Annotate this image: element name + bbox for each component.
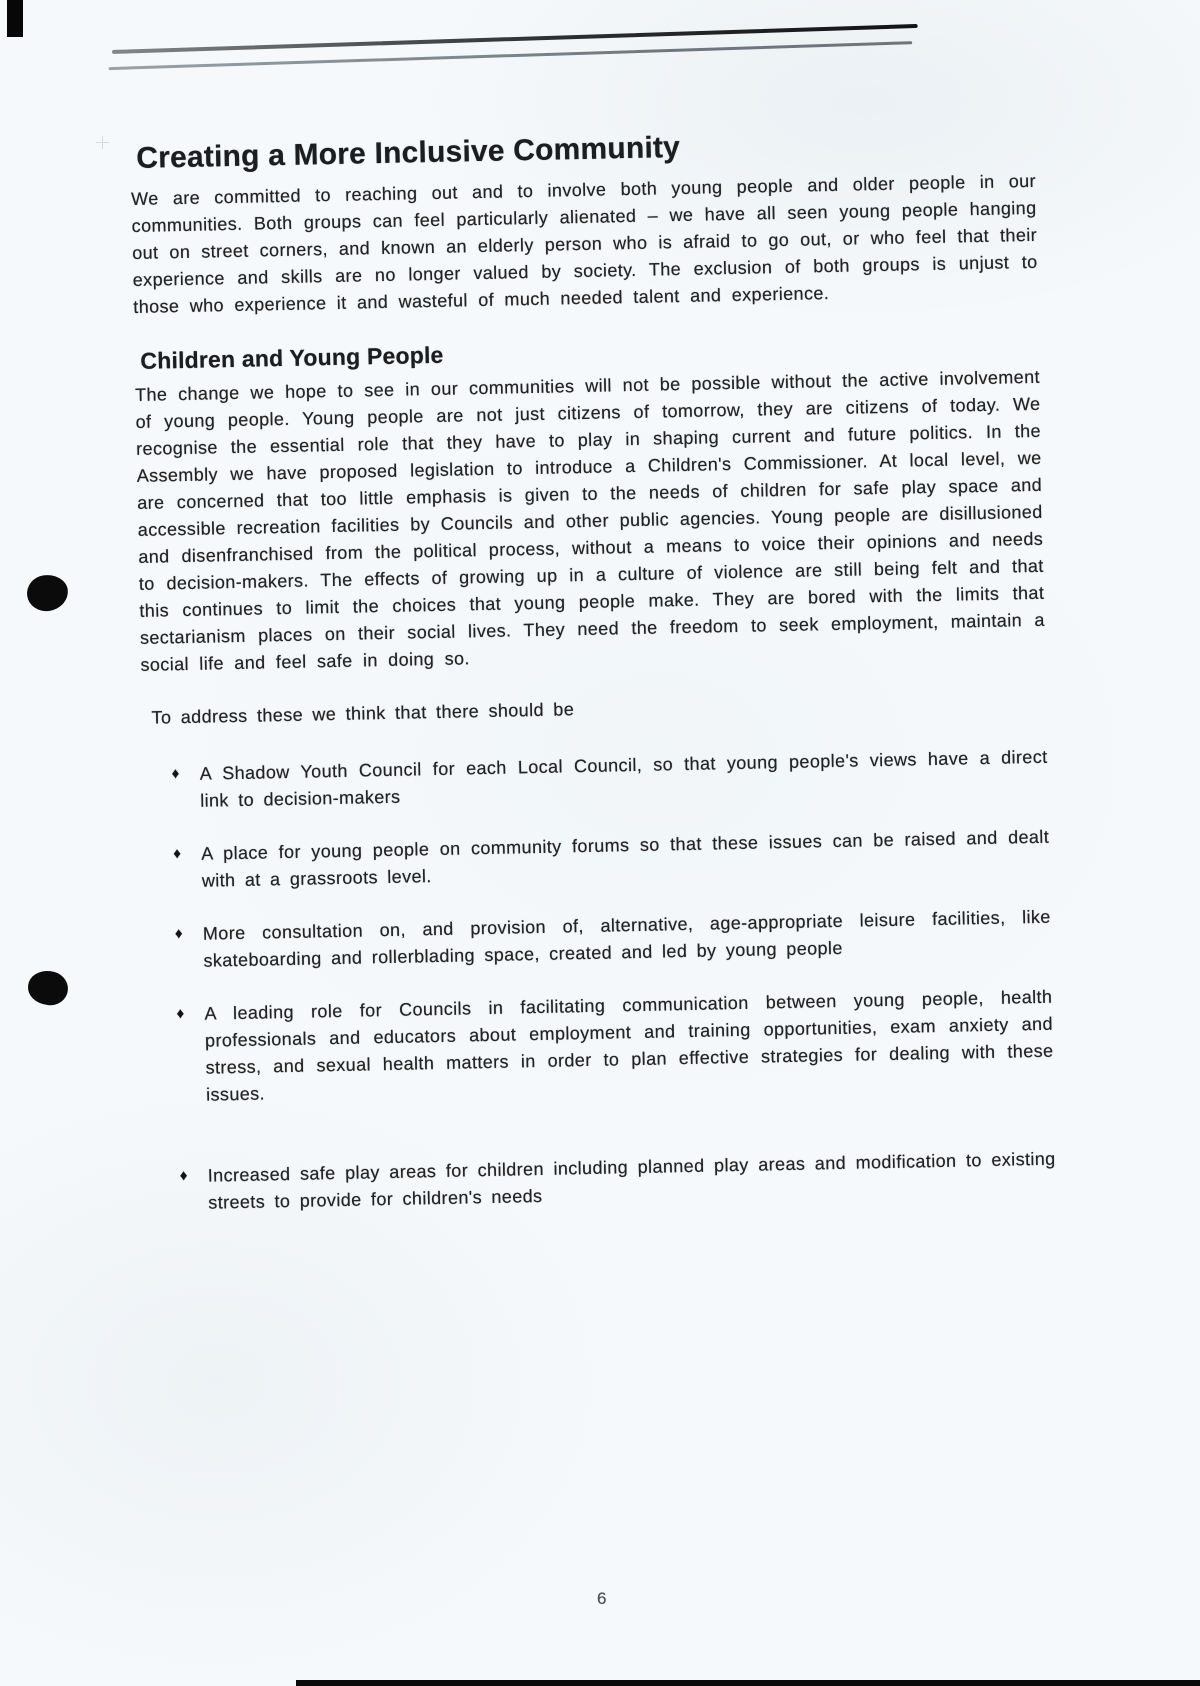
diamond-bullet-icon: ♦ <box>173 845 182 863</box>
bullet-text: A Shadow Youth Council for each Local Council, so that young people's views have a direct link to decision-makers <box>199 746 1048 811</box>
list-item <box>146 904 1052 976</box>
hole-punch-mark <box>25 572 71 613</box>
scan-corner-mark <box>7 0 23 37</box>
list-item <box>142 744 1048 816</box>
scan-bottom-edge-mark <box>296 1680 1200 1686</box>
bullet-lead-in: To address these we think that there should be <box>151 699 575 728</box>
bullet-text: Increased safe play areas for children including planned play areas and modification to existing streets to provide for children's needs <box>207 1148 1056 1213</box>
list-item <box>144 824 1050 896</box>
list-item <box>151 1146 1057 1218</box>
page-title: Creating a More Inclusive Community <box>135 130 681 175</box>
diamond-bullet-icon: ♦ <box>174 925 183 943</box>
diamond-bullet-icon: ♦ <box>179 1167 188 1185</box>
bullet-list <box>142 744 1056 1244</box>
intro-paragraph: We are committed to reaching out and to involve both young people and older people in our communities. Both groups can feel particularly alienated – we have all seen young people hanging out on street corners, and known an elderly person who is afraid to go out, or who feel that their experience and skills are no longer valued by society. The exclusion of both groups is unjust to those who experience it and wasteful of much needed talent and experience. <box>130 170 1038 317</box>
hole-punch-mark <box>26 969 69 1007</box>
bullet-text: A leading role for Councils in facilitating communication between young people, health professionals and educators about employment and training opportunities, exam anxiety and stress, and sexual health matters in order to plan effective strategies for dealing with these issues. <box>204 986 1054 1105</box>
diamond-bullet-icon: ♦ <box>171 765 180 783</box>
section-heading: Children and Young People <box>140 341 444 374</box>
page-number: 6 <box>597 1589 607 1608</box>
document-page <box>130 124 1061 1442</box>
bullet-text: More consultation on, and provision of, alternative, age-appropriate leisure facilities, like skateboarding and rollerblading space, created and led by young people <box>202 906 1051 971</box>
registration-plus-mark <box>96 136 109 149</box>
header-double-rule <box>112 24 918 70</box>
diamond-bullet-icon: ♦ <box>176 1005 185 1023</box>
bullet-text: A place for young people on community forums so that these issues can be raised and dealt with at a grassroots level. <box>201 826 1050 891</box>
list-item <box>147 984 1054 1110</box>
section-body-paragraph: The change we hope to see in our communities will not be possible without the active involvement of young people. Young people are not just citizens of tomorrow, they are citizens of today. We recognise the essential role that they have to play in shaping current and future politics. In the Assembly we have proposed legislation to introduce a Children's Commissioner. At local level, we are concerned that too little emphasis is given to the needs of children for safe play space and accessible recreation facilities by Councils and other public agencies. Young people are disillusioned and disenfranchised from the political process, without a means to voice their opinions and needs to decision-makers. The effects of growing up in a culture of violence are still being felt and that this continues to limit the choices that young people make. They are bored with the limits that sectarianism places on their social lives. They need the freedom to seek employment, maintain a social life and feel safe in doing so. <box>134 366 1045 675</box>
